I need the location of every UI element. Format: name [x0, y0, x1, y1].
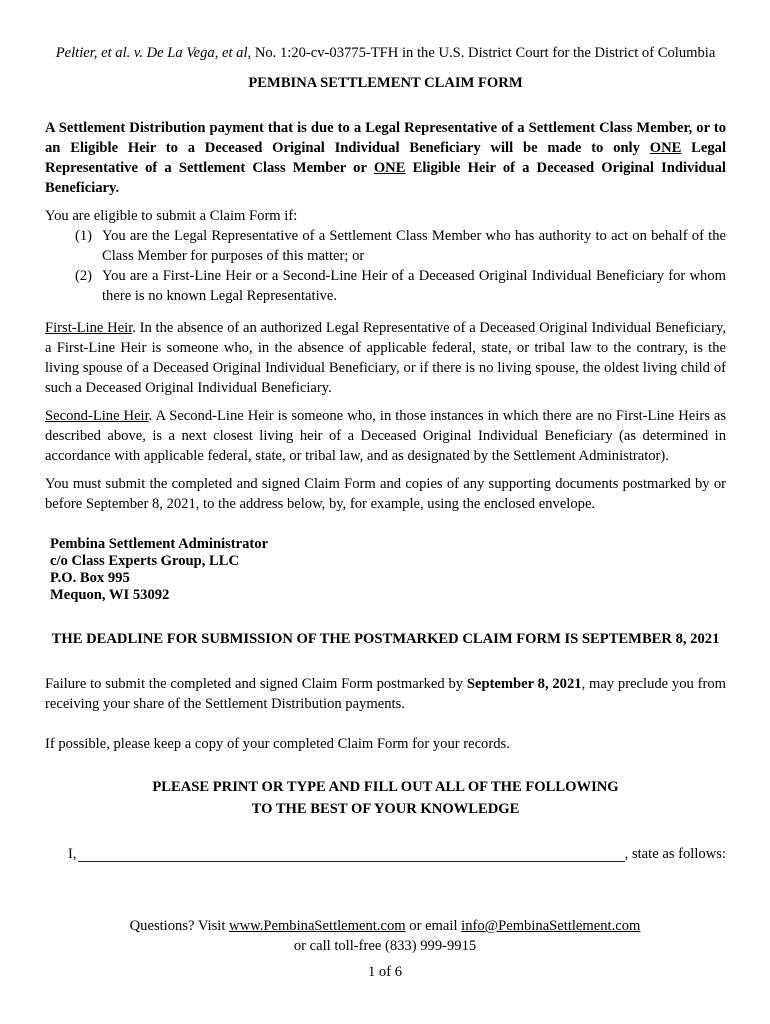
failure-text-2: , may preclude you from receiving your share of the Settlement Distribution payments. — [45, 676, 726, 712]
page-title: PEMBINA SETTLEMENT CLAIM FORM — [248, 75, 523, 91]
declarant-statement-line — [68, 844, 726, 864]
list-item — [45, 266, 726, 306]
second-line-heir-definition: . A Second-Line Heir is someone who, in those instances in which there are no First-Line Heirs as described above, is a next closest living heir of a Deceased Original Individual Beneficiary (as determined in accordance with applicable federal, state, or tribal law, and as designated by the Settlement Administrator). — [45, 408, 726, 464]
deadline-heading: THE DEADLINE FOR SUBMISSION OF THE POSTMARKED CLAIM FORM IS SEPTEMBER 8, 2021 — [51, 631, 720, 647]
intro-text-3: Eligible Heir of a Deceased Original Individual Beneficiary. — [45, 160, 726, 196]
statement-prefix: I, — [68, 846, 77, 862]
list-item-text: You are a First-Line Heir or a Second-Line Heir of a Deceased Original Individual Beneficiary for whom there is no known Legal Representative. — [102, 268, 726, 304]
submission-paragraph: You must submit the completed and signed Claim Form and copies of any supporting documents postmarked by or before September 8, 2021, to the address below, by, for example, using the enclosed envelope. — [45, 476, 726, 512]
footer-or-email-text: or email — [405, 918, 462, 934]
instructions-line-1: PLEASE PRINT OR TYPE AND FILL OUT ALL OF THE FOLLOWING — [152, 779, 619, 795]
declarant-name-field[interactable] — [78, 845, 625, 862]
eligibility-lead: You are eligible to submit a Claim Form if: — [45, 208, 298, 224]
address-line-city: Mequon, WI 53092 — [50, 587, 170, 603]
footer-contact-line — [0, 916, 770, 936]
second-line-heir-paragraph — [45, 406, 726, 466]
one-emphasis-2: ONE — [373, 160, 406, 176]
case-name: Peltier, et al. v. De La Vega, et al, — [55, 45, 252, 61]
failure-deadline-date: September 8, 2021 — [466, 676, 582, 692]
one-emphasis-1: ONE — [649, 140, 682, 156]
list-item-number: (2) — [75, 268, 93, 284]
eligibility-list — [45, 226, 726, 306]
keep-copy-note: If possible, please keep a copy of your completed Claim Form for your records. — [45, 736, 510, 752]
settlement-website-link[interactable]: www.PembinaSettlement.com — [229, 918, 406, 934]
address-line-name: Pembina Settlement Administrator — [50, 536, 269, 552]
fill-out-instructions — [45, 776, 726, 820]
intro-paragraph — [45, 118, 726, 198]
list-item — [45, 226, 726, 266]
address-line-co: c/o Class Experts Group, LLC — [50, 553, 240, 569]
case-caption — [45, 44, 726, 62]
footer-questions-text: Questions? Visit — [129, 918, 230, 934]
instructions-line-2: TO THE BEST OF YOUR KNOWLEDGE — [251, 801, 520, 817]
page-number: 1 of 6 — [367, 964, 403, 980]
first-line-heir-definition: . In the absence of an authorized Legal Representative of a Deceased Original Individual Beneficiary, a First-Line Heir is someone who, in the absence of applicable federal, state, or tribal law to the contrary, is the living spouse of a Deceased Original Individual Beneficiary, or if there is no living spouse, the oldest living child of such a Deceased Original Individual Beneficiary. — [45, 320, 726, 396]
address-line-pobox: P.O. Box 995 — [50, 570, 130, 586]
statement-suffix: , state as follows: — [624, 846, 726, 862]
intro-text-1: A Settlement Distribution payment that is due to a Legal Representative of a Settlement Class Member, or to an Eligible Heir to a Deceased Original Individual Beneficiary will be made to only — [45, 120, 726, 156]
first-line-heir-paragraph — [45, 318, 726, 398]
intro-text-2: Legal Representative of a Settlement Class Member or — [45, 140, 727, 176]
administrator-address — [50, 536, 726, 604]
failure-paragraph — [45, 674, 726, 714]
page-footer — [0, 916, 770, 982]
settlement-email-link[interactable]: info@PembinaSettlement.com — [461, 918, 641, 934]
list-item-number: (1) — [75, 228, 93, 244]
footer-phone-line: or call toll-free (833) 999-9915 — [293, 938, 477, 954]
first-line-heir-term: First-Line Heir — [45, 320, 133, 336]
list-item-text: You are the Legal Representative of a Settlement Class Member who has authority to act on behalf of the Class Member for purposes of this matter; or — [102, 228, 726, 264]
case-number-court: No. 1:20-cv-03775-TFH in the U.S. District Court for the District of Columbia — [251, 45, 716, 61]
second-line-heir-term: Second-Line Heir — [45, 408, 149, 424]
failure-text-1: Failure to submit the completed and signed Claim Form postmarked by — [45, 676, 467, 692]
